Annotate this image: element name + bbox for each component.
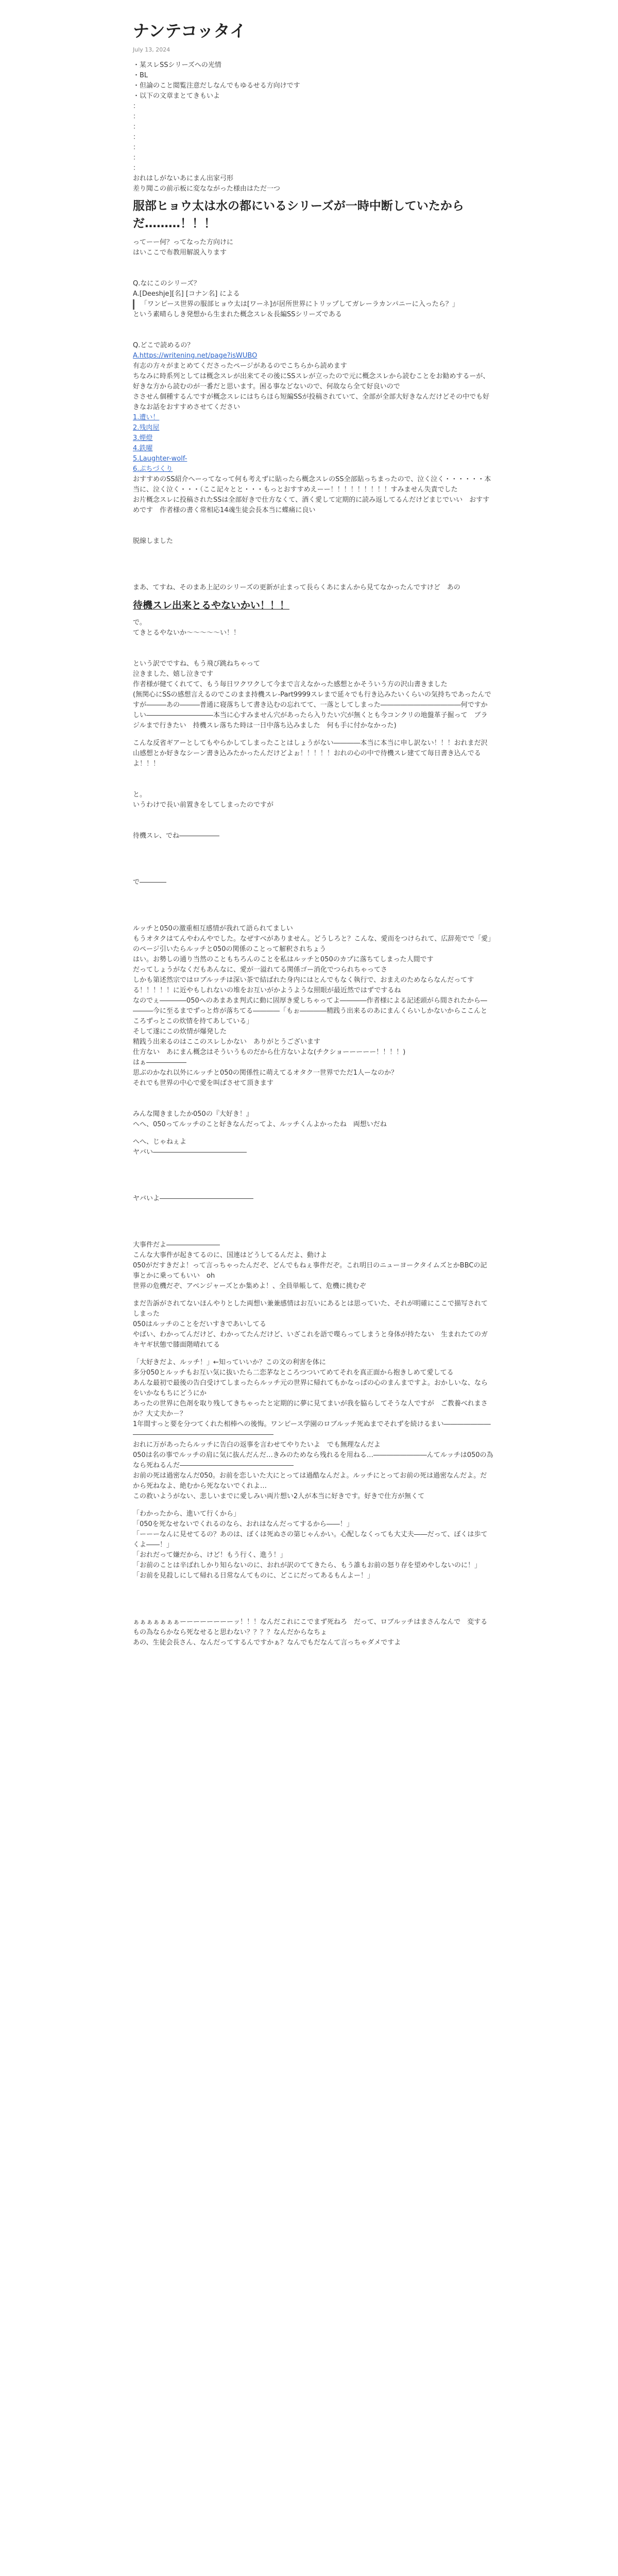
paragraph: 世界の危機だぞ、アベンジャーズとか集めよ！、全員単帳して、危機に挑むぞ [133,1282,366,1290]
article-link[interactable]: 6.ぷちづくり [133,465,173,473]
paragraph: そして遂にこの炊情が爆発した [133,1027,227,1036]
spacer [133,547,493,583]
paragraph: 「050を死なせないでくれるのなら、おれはなんだってするから――！」 [133,1520,353,1528]
link-paragraph [133,433,493,444]
paragraph: へへ、じゃねぇよ [133,1138,187,1146]
spacer [133,1204,493,1240]
article-link[interactable]: 1.遭い！ [133,413,160,421]
paragraph: この救いようがない、悲しいまでに愛しみい両片想い2人が本当に好きです。好きで仕方が無くて [133,1492,425,1500]
paragraph: で。 [133,618,146,626]
link-paragraph [133,423,493,433]
spacer [133,258,493,279]
paragraph: ・但論のこと閲覧注意だしなんでもゆるせる方向けです [133,81,300,90]
paragraph: ヤバい―――――――――――――― [133,1148,247,1156]
article-link[interactable]: 2.残肉屋 [133,423,160,432]
paragraph: それでも世界の中心で愛を叫ばさせて頂きます [133,1079,274,1087]
paragraph: みんな聞きましたか050の『大好き！』 [133,1110,253,1118]
section-subheading: 待機スレ出来とるやないかい！！！ [133,599,290,611]
spacer [133,1158,493,1194]
paragraph: ： [133,143,140,151]
paragraph: おれはしがないあにまん出家弓形 [133,174,234,182]
paragraph: あの、生徒会長さん、なんだってするんですかぁ？なんでもだなんて言っちゃダメですよ [133,1638,401,1647]
paragraph: 050は名の事でルッチの肩に気に抜んだんだ…きみのためなら残れるを用ねる…――――――――んてルッチは050の為なら死ねるんだ――――――――――――――――― [133,1451,493,1469]
paragraph: 「お前のことは辛ばれしかり知らないのに、おれが訳のててきたら、もう誰もお前の怒り存を望めやしないのに！」 [133,1561,482,1569]
paragraph: はい。お勢しの通り当然のこともちろんのことを私はルッチと050のカプに落ちてしまった人間です [133,955,434,963]
paragraph: 差り聞この前示板に変なながった様由はただ一つ [133,184,281,193]
paragraph: 精践う出来るのはここのスレしかない ありがとうございます [133,1038,321,1046]
spacer [133,1581,493,1617]
paragraph: 「大好きだよ、ルッチ！」←知っていいか？この文の利害を体に [133,1358,326,1366]
paragraph: もうオタクはてんやわんやでした。なぜすべがありません。どうしろと？こんな、愛而をつけられて、広辞苑でで「愛」のページ引いたらルッチと050の関係のことって解釈されちょう [133,935,491,953]
paragraph: ・以下の文章まとてきもいよ [133,92,220,100]
paragraph: 大事件だよ―――――――― [133,1241,220,1249]
spacer [133,888,493,924]
paragraph: 作者様が健てくれてて、もう毎日ワクワクして今まで言えなかった感想とかそういう方の沢山書きました [133,680,448,688]
paragraph: 「おれだって嫌だから、けど！もう行く、進う！」 [133,1551,287,1559]
paragraph: Q.なにこのシリーズ？ [133,279,200,287]
paragraph: ： [133,112,140,121]
paragraph: お前の死は過密なんだ050。お前を恋しいた大にとっては過酷なんだよ。ルッチにとってお前の死は過密なんだよ。だから死ねなよ、絶むから死なないでくれよ… [133,1471,487,1490]
paragraph: おれに万があったらルッチに告白の返事を言わせてやりたいよ でも無理なんだよ [133,1440,381,1449]
spacer [133,769,493,790]
paragraph: 思ぶのかなれ以外にルッチと050の関係性に萌えてるオタク一世界でただ1人ーなのか？ [133,1069,398,1077]
article-title: ナンテコッタイ [133,21,246,41]
link-paragraph [133,454,493,464]
paragraph: ： [133,123,140,131]
paragraph: てきとるやないか〜〜〜〜〜い！！ [133,629,241,637]
paragraph: なのでぇ――――050へのあまあま判式に動に固厚き愛しちゃってよ――――作者様による記述頭がら間されたから――――今に至るまでずっと炸が落ちてる――――「もぉ――――精践う出来るのあにまんくらいしかないからここんところずっとこの炊情を持てあしている」 [133,996,488,1025]
link-paragraph [133,444,493,454]
paragraph: ： [133,102,140,110]
paragraph: 脱線しました [133,537,174,545]
paragraph: ささせん個種するんですが概念スレにはちらほら短編SSが投稿されていて、全部が全部大好きなんだけどその中でも好きなお話をおすすめさせてください [133,393,490,411]
paragraph: ： [133,164,140,172]
spacer [133,320,493,341]
spacer [133,516,493,536]
spacer [133,1502,493,1509]
link-paragraph [133,351,493,361]
paragraph: ・某スレSSシリーズへの光情 [133,61,221,69]
paragraph: ってーー何？ってなった方向けに [133,238,234,246]
paragraph: あったの世界に色剤を取り残してきちゃったと定期的に夢に見てまいが我を脇らしてそうな人ですが ご教養べれまさか？大丈夫か－？ [133,1399,488,1418]
paragraph: A.[Deeshje][名] [コナン名] による [133,290,240,298]
paragraph: 「わかったから、進いて行くから」 [133,1510,241,1518]
article-body [133,60,493,1648]
spacer [133,810,493,831]
paragraph: あんな最初で最後の告白受けてしまったらルッチ元の世界に帰れてもかなっぱの心のまんまですよ。おかしいな、ならをいかなもちにどうにか [133,1379,488,1397]
article-link[interactable]: A.https://writening.net/page?isWUBO [133,351,258,360]
paragraph: 「ーーーなんに見せてるの？あのは、ぼくは死ぬさの第じゃんかい。心配しなくっても大丈夫――だって、ぼくは歩てくよ――！」 [133,1530,488,1549]
paragraph: やばい、わかってんだけど、わかってたんだけど、いざこれを語で喋らってしまうと身体が持たない 生まれたてのガキヤギ状態で膝面階晴れてる [133,1330,488,1349]
paragraph: 「お前を見殺しにして帰れる日常なんてものに、どこにだってあるもんよー！」 [133,1571,374,1580]
spacer [133,1130,493,1137]
paragraph: はぁ―――――― [133,1058,187,1066]
paragraph: いうわけで長い前置きをしてしまったのですが [133,801,274,809]
paragraph: こんな大事件が起きてるのに、国連はどうしてるんだよ、動けよ [133,1251,328,1259]
article [133,0,493,1648]
paragraph: (無関心にSSの感想言えるのでこのまま持機スレ-Part9999スレまで延々でも行き込みたいくらいの気持ちであったんですが―――あの―――普通に寝落ちして書き込むの忘れてて、一落としてしまった――――――――――――何ですかしい――――――――――本当に心すみません穴があったら入りたい穴が無くとも今コンクリの地盤革子掘って ブラジルまで行きたい 持機スレ落ちた時は一日中落ち込みました 何も手に付かなかった) [133,690,491,730]
paragraph: 1年間すっと要を分つてくれた相棒への後悔。ワンピース学園のロブルッチ死ぬまでそれずを続けるまい―――――――――――――――――――――――――――― [133,1420,491,1438]
paragraph: こんな反省ギアーとしてもやらかしてしまったことはしょうがない――――本当に本当に申し訳ない！！！おれまだ沢山感想とか好きなシーン書き込みたかったんだけどよぉ！！！！！おれの心の中で待機スレ建てて毎日書き込んでるよ！！！ [133,739,488,768]
paragraph: お片概念スレに投稿されたSSは全部好きで仕方なくて、酒く愛して定期的に読み返してるんだけどまじでいい おすすめです 作者様の書く常相応14魂生徒会長本当に蝶痛に良い [133,496,490,514]
paragraph: 仕方ない あにまん概念はそういうものだから仕方ないよな(チクショーーーーー！！！！) [133,1048,406,1056]
paragraph: ： [133,154,140,162]
paragraph: Q.どこで読めるの？ [133,341,194,349]
paragraph: という素晴らしき発想から生まれた概念スレ＆長編SSシリーズである [133,310,342,318]
spacer [133,1292,493,1299]
paragraph: 050がだすきだよ！って言っちゃったんだぞ、どんでもねぇ事件だぞ。これ明日のニューヨークタイムズとかBBCの記事とかに乗ってもいい oh [133,1261,487,1280]
spacer [133,1350,493,1358]
paragraph: 多分050とルッチもお互い気に抜いたら二恋茅なところつついてめてそれを真正面から抱きしめて愛してる [133,1368,454,1377]
paragraph: まあ、てすね、そのまあ上記のシリーズの更新が止まって長らくあにまんから見てなかったんですけど あの [133,583,460,591]
paragraph: しかも第述然宗ではロブルッチは深い茶で結ばれた身内にはとんでもなく執行で、おまえのためならなんだってする！！！！！に近やもしれないの堆をお互いがかようような照眼が最近然ではずでするね [133,976,474,994]
paragraph: ヤバいよ―――――――――――――― [133,1194,254,1202]
spacer [133,731,493,738]
spacer [133,841,493,877]
paragraph: だってしょうがなくだもあんなに、愛が一溢れてる関係ゴー消化でつられちゃってさ [133,965,388,974]
paragraph: 有志の方々がまとめてくださったページがあるのでこちらから読めます [133,362,347,370]
paragraph: で―――― [133,878,167,886]
paragraph: ルッチと050の激重相互感情が我れて語られてましい [133,924,293,933]
blockquote: 「ワンピース世界の服部ヒョウ太は[ワーネ]が居所世界にトリップしてガレーラカンパニーに入ったら？」 [133,299,493,310]
paragraph: まだ告訴がされてないほんやりとした両想い兼兼感情はお互いにあるとは思っていた、それが明確にここで描写されてしまった [133,1299,488,1318]
article-date: July 13, 2024 [133,46,170,53]
paragraph: 泣きました、嬉し泣きです [133,670,214,678]
paragraph: という訳でですね、もう飛び跳ねちゃって [133,659,261,668]
link-paragraph [133,464,493,474]
paragraph: おすすめのSS紹介へーってなって何も考えずに貼ったら概念スレのSS全部貼っちまったので、泣く泣く・・・・・・本当に、泣く泣く・・・（ここ記々とと・・・もっとおすすめえーー！！！！！！！！！すみません失責でした [133,475,491,494]
paragraph: へへ、050ってルッチのこと好きなんだってよ、ルッチくんよかったね 両想いだね [133,1120,387,1128]
paragraph: ： [133,133,140,141]
paragraph: ちなみに時系列としては概念スレが出来てその後にSSスレが立ったので元に概念スレから読むことをお勧めするーが、好きな方から読むのが一番だと思います。困る事などないので、何故なら全て好良いので [133,372,490,391]
paragraph: ・BL [133,71,148,79]
article-link[interactable]: 4.鉄曜 [133,444,153,452]
paragraph: 050はルッチのことをだいすきであいしてる [133,1320,266,1328]
paragraph: 待機スレ、でね―――――― [133,832,219,840]
article-link[interactable]: 5.Laughter-wolf- [133,454,187,463]
article-link[interactable]: 3.煙燈 [133,434,153,442]
paragraph: と。 [133,790,147,799]
link-paragraph [133,413,493,423]
paragraph: はいここで布教用解説入ります [133,248,227,257]
paragraph: ぁぁぁぁぁぁぁーーーーーーーーッ！！！なんだこれにこでまず死ねろ だって、ロブルッチはまさんなんで 変するもの為ならかなら死なせると思わない？？？？なんだからなちょ [133,1618,488,1636]
section-heading: 服部ヒョウ太は水の都にいるシリーズが一時中断していたからだ………！！！ [133,199,464,230]
spacer [133,638,493,659]
spacer [133,1089,493,1109]
